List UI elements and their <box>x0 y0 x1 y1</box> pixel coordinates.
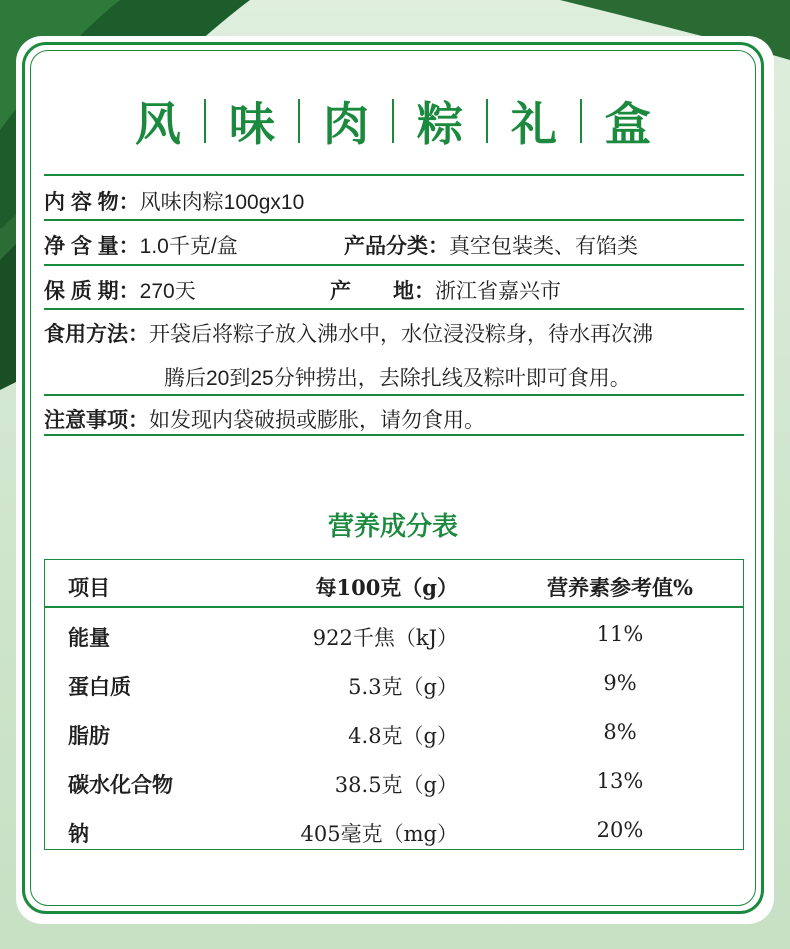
nutrient-amount: 5.3克（g） <box>348 675 458 699</box>
info-value: 开袋后将粽子放入沸水中，水位浸没粽身，待水再次沸 <box>149 323 653 346</box>
info-label: 食用方法： <box>44 323 149 346</box>
info-label: 产品分类： <box>344 235 449 258</box>
nutrient-name: 钠 <box>68 821 89 846</box>
info-row-usage-cont <box>164 362 744 392</box>
nutrient-nrv: 9% <box>603 671 637 695</box>
info-row-notes <box>44 404 744 434</box>
nutrient-nrv: 8% <box>603 720 637 744</box>
title-char: 肉 <box>323 97 369 151</box>
info-value: 如发现内袋破损或膨胀，请勿食用。 <box>149 409 485 432</box>
title-char: 味 <box>229 97 275 151</box>
nutrient-amount: 405毫克（mg） <box>300 822 458 846</box>
info-value: 270天 <box>139 280 196 303</box>
col-header-per100: 每100克（g） <box>315 575 458 600</box>
info-label: 净 含 量： <box>44 235 140 258</box>
nutrient-name: 碳水化合物 <box>68 772 173 797</box>
nutrient-amount: 38.5克（g） <box>334 773 458 797</box>
nutrient-amount: 4.8克（g） <box>348 724 458 748</box>
title-divider <box>392 99 394 143</box>
title-divider <box>298 99 300 143</box>
title-char: 盒 <box>605 97 651 151</box>
info-label: 注意事项： <box>44 409 149 432</box>
info-row-category <box>344 230 744 260</box>
title-char: 粽 <box>417 97 463 151</box>
info-row-usage <box>44 318 744 348</box>
info-value: 真空包装类、有馅类 <box>449 235 638 258</box>
nutrient-nrv: 20% <box>596 818 644 842</box>
table-header-divider <box>44 606 744 608</box>
nutrition-table <box>44 559 744 850</box>
title-divider <box>486 99 488 143</box>
nutrient-nrv: 13% <box>596 769 644 793</box>
divider <box>44 394 744 396</box>
info-value: 1.0千克/盒 <box>139 235 238 258</box>
info-label: 内 容 物： <box>44 191 140 214</box>
col-header-nrv: 营养素参考值% <box>547 575 693 600</box>
title-divider <box>204 99 206 143</box>
title-char: 风 <box>135 97 181 151</box>
divider <box>44 434 744 436</box>
title-divider <box>580 99 582 143</box>
info-value: 浙江省嘉兴市 <box>435 280 561 303</box>
divider <box>44 219 744 221</box>
col-header-item: 项目 <box>68 575 110 600</box>
divider <box>44 264 744 266</box>
nutrient-name: 蛋白质 <box>68 674 131 699</box>
divider <box>44 174 744 176</box>
nutrient-nrv: 11% <box>596 622 644 646</box>
info-label: 保 质 期： <box>44 280 140 303</box>
info-label: 产 地： <box>330 280 435 303</box>
nutrient-amount: 922千焦（kJ） <box>312 626 458 650</box>
product-title <box>30 86 756 156</box>
info-row-origin <box>330 275 744 305</box>
nutrient-name: 脂肪 <box>68 723 110 748</box>
nutrient-name: 能量 <box>68 625 110 650</box>
nutrition-title: 营养成分表 <box>327 512 458 542</box>
info-value: 腾后20到25分钟捞出，去除扎线及粽叶即可食用。 <box>164 367 631 390</box>
divider <box>44 308 744 310</box>
info-value: 风味肉粽100gx10 <box>139 191 305 214</box>
title-char: 礼 <box>511 97 557 151</box>
info-row-contents <box>44 186 744 216</box>
